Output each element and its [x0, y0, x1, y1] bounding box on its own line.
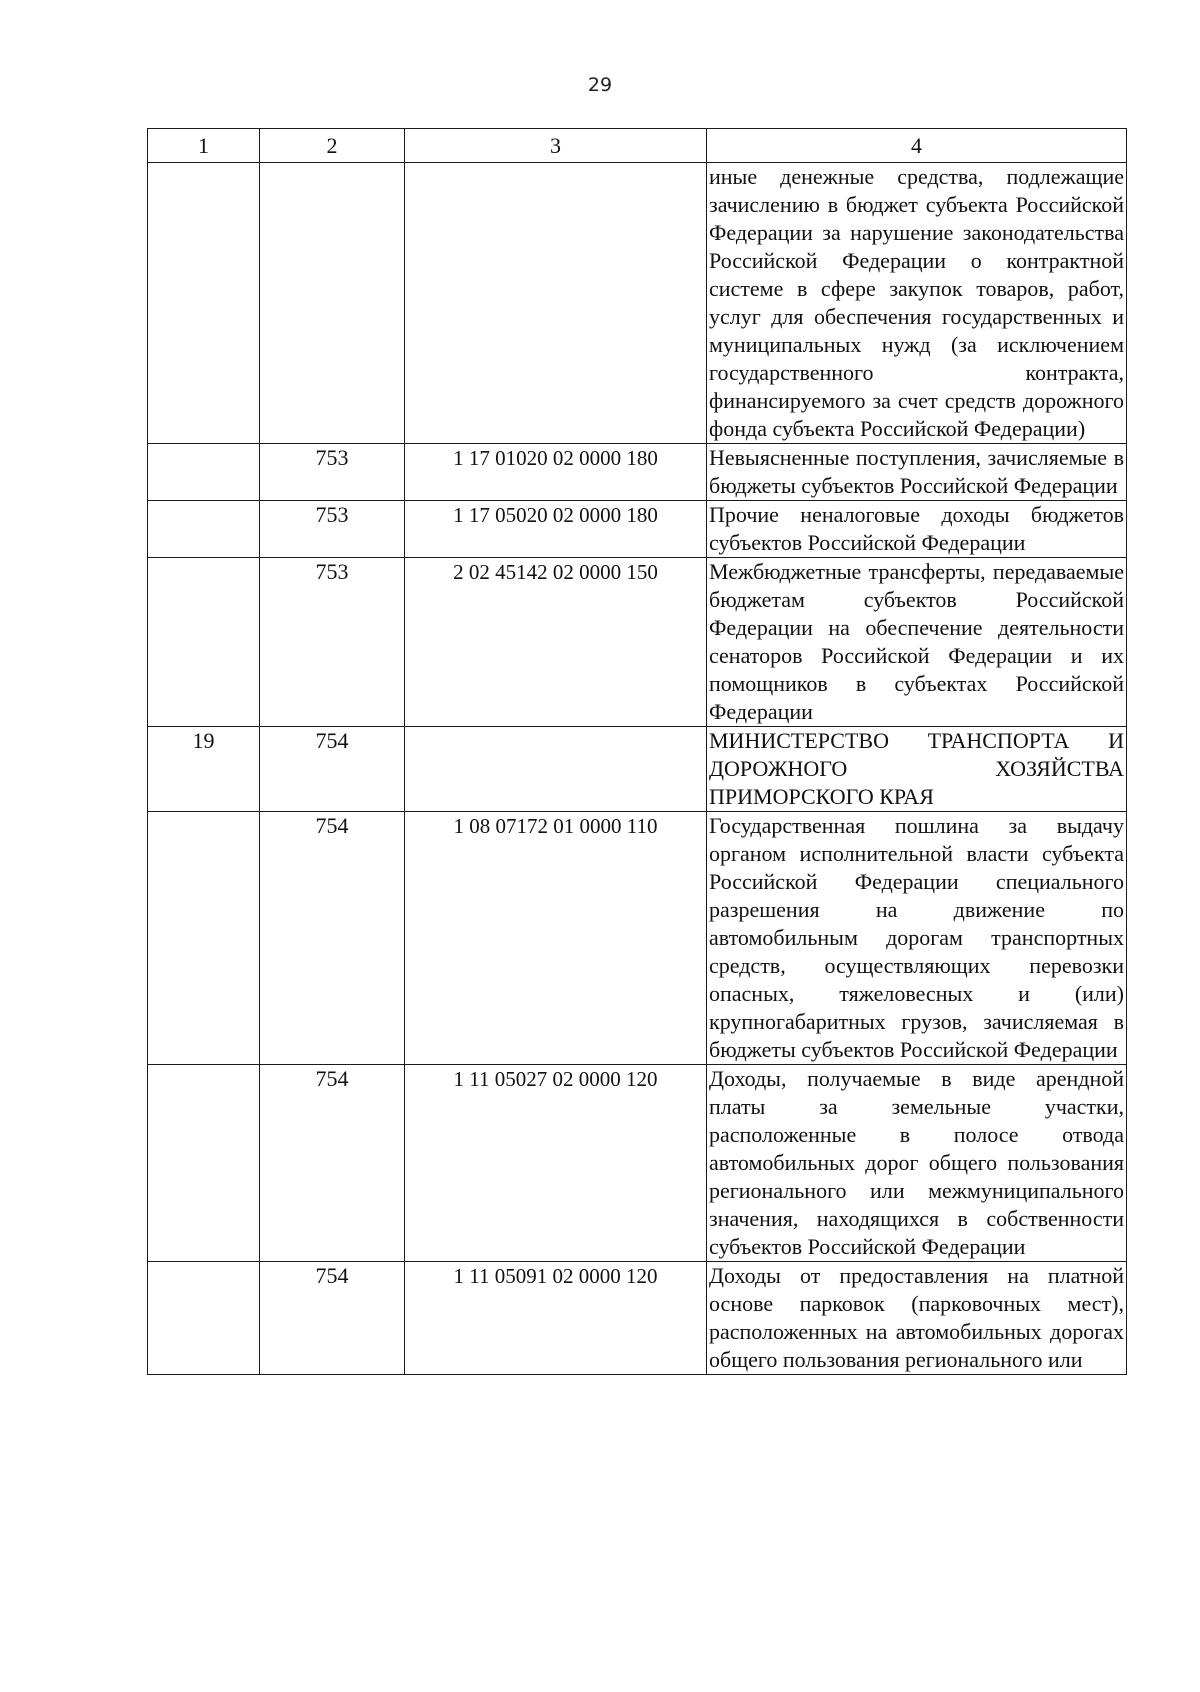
admin-code-cell: 753 [260, 558, 405, 727]
column-header: 2 [260, 129, 405, 163]
table-row [148, 1065, 1127, 1262]
table-row [148, 444, 1127, 501]
admin-code-cell: 754 [260, 727, 405, 812]
row-number-cell [148, 558, 260, 727]
income-code-cell [405, 163, 707, 444]
row-number-cell [148, 444, 260, 501]
admin-code-cell [260, 163, 405, 444]
admin-code-cell: 754 [260, 1262, 405, 1375]
description-cell: Доходы, получаемые в виде арендной платы за земельные участки, расположенные в полосе отвода автомобильных дорог общего пользования регионального или межмуниципального значения, находящихся в собственности субъектов Российской Федерации [707, 1065, 1127, 1262]
admin-code-cell: 753 [260, 444, 405, 501]
row-number-cell [148, 812, 260, 1065]
income-code-cell: 1 11 05091 02 0000 120 [405, 1262, 707, 1375]
table-row [148, 1262, 1127, 1375]
description-cell: Невыясненные поступления, зачисляемые в бюджеты субъектов Российской Федерации [707, 444, 1127, 501]
description-cell: Государственная пошлина за выдачу органом исполнительной власти субъекта Российской Федерации специального разрешения на движение по автомобильным дорогам транспортных средств, осуществляющих перевозки опасных, тяжеловесных и (или) крупногабаритных грузов, зачисляемая в бюджеты субъектов Российской Федерации [707, 812, 1127, 1065]
admin-code-cell: 754 [260, 812, 405, 1065]
row-number-cell [148, 163, 260, 444]
table-row [148, 501, 1127, 558]
income-code-cell [405, 727, 707, 812]
column-header: 4 [707, 129, 1127, 163]
table-row [148, 812, 1127, 1065]
admin-code-cell: 753 [260, 501, 405, 558]
admin-code-cell: 754 [260, 1065, 405, 1262]
description-cell: Межбюджетные трансферты, передаваемые бюджетам субъектов Российской Федерации на обеспечение деятельности сенаторов Российской Федерации и их помощников в субъектах Российской Федерации [707, 558, 1127, 727]
table-row [148, 558, 1127, 727]
row-number-cell [148, 1262, 260, 1375]
table-row [148, 727, 1127, 812]
description-cell: иные денежные средства, подлежащие зачислению в бюджет субъекта Российской Федерации за нарушение законодательства Российской Федерации о контрактной системе в сфере закупок товаров, работ, услуг для обеспечения государственных и муниципальных нужд (за исключением государственного контракта, финансируемого за счет средств дорожного фонда субъекта Российской Федерации) [707, 163, 1127, 444]
column-header: 1 [148, 129, 260, 163]
row-number-cell: 19 [148, 727, 260, 812]
income-codes-table [147, 128, 1127, 1375]
description-cell: Прочие неналоговые доходы бюджетов субъектов Российской Федерации [707, 501, 1127, 558]
description-cell: Доходы от предоставления на платной основе парковок (парковочных мест), расположенных на автомобильных дорогах общего пользования регионального или [707, 1262, 1127, 1375]
table-header-row [148, 129, 1127, 163]
description-cell: МИНИСТЕРСТВО ТРАНСПОРТА И ДОРОЖНОГО ХОЗЯЙСТВА ПРИМОРСКОГО КРАЯ [707, 727, 1127, 812]
row-number-cell [148, 1065, 260, 1262]
income-code-cell: 2 02 45142 02 0000 150 [405, 558, 707, 727]
page-number: 29 [587, 74, 613, 96]
table-row [148, 163, 1127, 444]
income-code-cell: 1 17 05020 02 0000 180 [405, 501, 707, 558]
row-number-cell [148, 501, 260, 558]
column-header: 3 [405, 129, 707, 163]
income-code-cell: 1 17 01020 02 0000 180 [405, 444, 707, 501]
income-code-cell: 1 11 05027 02 0000 120 [405, 1065, 707, 1262]
income-code-cell: 1 08 07172 01 0000 110 [405, 812, 707, 1065]
